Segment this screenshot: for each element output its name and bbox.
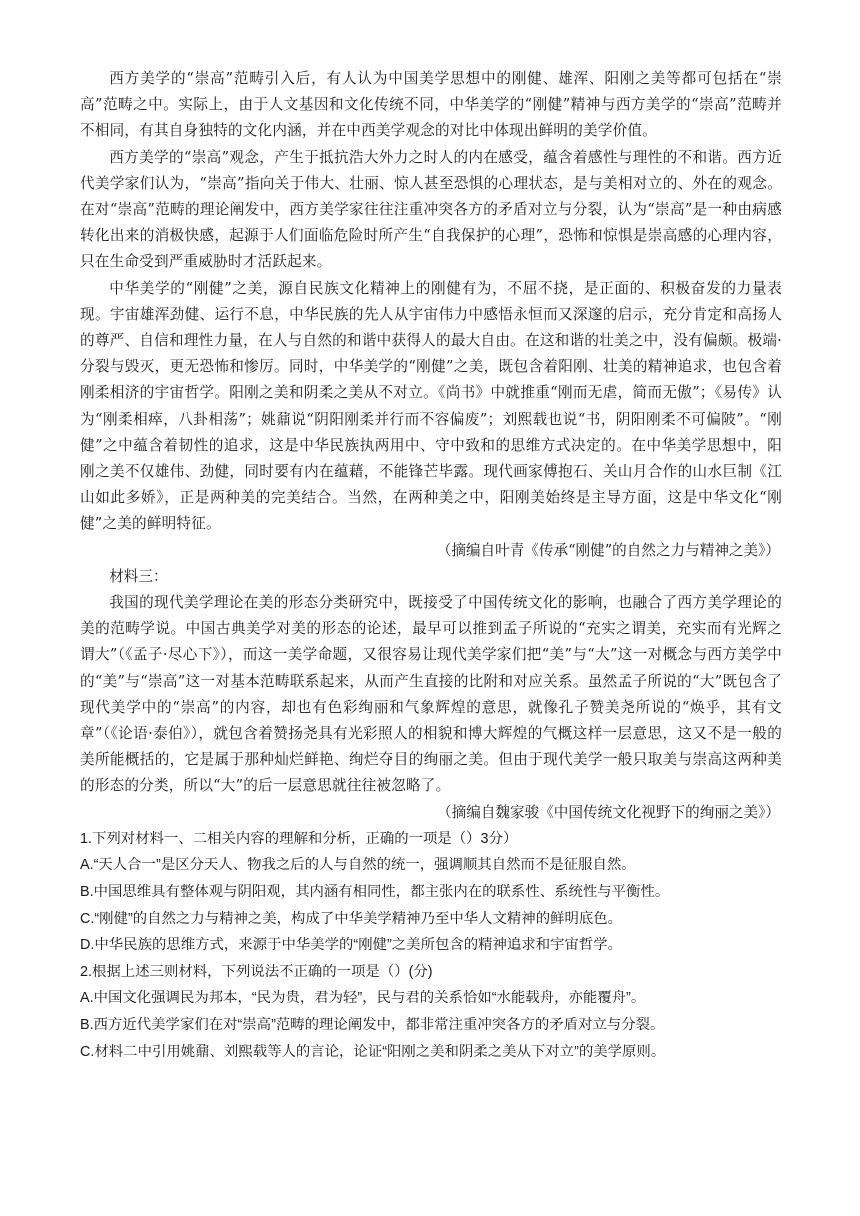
- question-2-option-a[interactable]: A.中国文化强调民为邦本，“民为贵，君为轻”，民与君的关系恰如“水能载舟，亦能覆舟”。: [80, 990, 646, 1007]
- material3-paragraph-1: 我国的现代美学理论在美的形态分类研究中，既接受了中国传统文化的影响，也融合了西方美学理论的美的范畴学说。中国古典美学对美的形态的论述，最早可以推到孟子所说的“充实之谓美，充实而有光辉之谓大”（《孟子·尽心下》），而这一美学命题，又很容易让现代美学家们把“美”与“大”这一对概念与西方美学中的“美”与“崇高”这一对基本范畴联系起来，从而产生直接的比附和对应关系。虽然孟子所说的“大”既包含了现代美学中的“崇高”的内容，却也有色彩绚丽和气象辉煌的意思，就像孔子赞美尧所说的“焕乎，其有文章”（《论语·泰伯》），就包含着赞扬尧具有光彩照人的相貌和博大辉煌的气概这样一层意思，这又不是一般的美所能概括的，它是属于那种灿烂鲜艳、绚烂夺目的绚丽之美。但由于现代美学一般只取美与崇高这两种美的形态的分类，所以“大”的后一层意思就往往被忽略了。: [80, 594, 782, 795]
- material3-source: （摘编自魏家骏《中国传统文化视野下的绚丽之美》）: [437, 803, 780, 821]
- material2-paragraph-1: 西方美学的“崇高”范畴引入后，有人认为中国美学思想中的刚健、雄浑、阳刚之美等都可包括在“崇高”范畴之中。实际上，由于人文基因和文化传统不同，中华美学的“刚健”精神与西方美学的“崇高”范畴并不相同，有其自身独特的文化内涵，并在中西美学观念的对比中体现出鲜明的美学价值。: [80, 70, 782, 140]
- material2-source: （摘编自叶青《传承“刚健”的自然之力与精神之美》）: [436, 541, 780, 559]
- material2-paragraph-2: 西方美学的“崇高”观念，产生于抵抗浩大外力之时人的内在感受，蕴含着感性与理性的不和谐。西方近代美学家们认为，“崇高”指向关于伟大、壮丽、惊人甚至恐惧的心理状态，是与美相对立的、外在的观念。在对“崇高”范畴的理论阐发中，西方美学家往往注重冲突各方的矛盾对立与分裂，认为“崇高”是一种由病感转化出来的消极快感，起源于人们面临危险时所产生“自我保护的心理”，恐怖和惊惧是崇高感的心理内容，只在生命受到严重威胁时才活跃起来。: [80, 148, 782, 271]
- material3-label: 材料三：: [109, 567, 168, 585]
- material2-paragraph-3: 中华美学的“刚健”之美，源自民族文化精神上的刚健有为，不屈不挠，是正面的、积极奋发的力量表现。宇宙雄浑劲健、运行不息，中华民族的先人从宇宙伟力中感悟永恒而又深邃的启示，充分肯定和高扬人的尊严、自信和理性力量，在人与自然的和谐中获得人的最大自由。在这和谐的壮美之中，没有偏颇。极端·分裂与毁灭，更无恐怖和惨厉。同时，中华美学的“刚健”之美，既包含着阳刚、壮美的精神追求，也包含着刚柔相济的宇宙哲学。阳刚之美和阴柔之美从不对立。《尚书》中就推重“刚而无虐，简而无傲”；《易传》认为“刚柔相瘁，八卦相荡”；姚鼐说“阴阳刚柔并行而不容偏废”；刘熙载也说“书，阴阳刚柔不可偏陂”。“刚健”之中蕴含着韧性的追求，这是中华民族执两用中、守中致和的思维方式决定的。在中华美学思想中，阳刚之美不仅雄伟、劲健，同时要有内在蕴藉，不能锋芒毕露。现代画家傅抱石、关山月合作的山水巨制《江山如此多娇》，正是两种美的完美结合。当然，在两种美之中，阳刚美始终是主导方面，这是中华文化“刚健”之美的鲜明特征。: [80, 279, 782, 533]
- question-2-option-b[interactable]: B.西方近代美学家们在对“崇高”范畴的理论阐发中，都非常注重冲突各方的矛盾对立与分裂。: [80, 1017, 665, 1034]
- question-2-option-c[interactable]: C.材料二中引用姚鼐、刘熙载等人的言论，论证“阳刚之美和阴柔之美从下对立”的美学原则。: [80, 1043, 666, 1060]
- question-1-option-a[interactable]: A.“天人合一”是区分天人、物我之后的人与自然的统一，强调顺其自然而不是征服自然。: [80, 857, 636, 874]
- question-1-option-b[interactable]: B.中国思维具有整体观与阴阳观，其内涵有相同性，都主张内在的联系性、系统性与平衡性。: [80, 884, 670, 901]
- question-1-option-c[interactable]: C.“刚健”的自然之力与精神之美，构成了中华美学精神乃至中华人文精神的鲜明底色。: [80, 910, 623, 927]
- question-2-stem: 2.根据上述三则材料，下列说法不正确的一项是（）(分): [80, 963, 433, 980]
- question-1-stem: 1.下列对材料一、二相关内容的理解和分析，正确的一项是（）3分）: [80, 830, 518, 847]
- question-1-option-d[interactable]: D.中华民族的思维方式，来源于中华美学的“刚健”之美所包含的精神追求和宇宙哲学。: [80, 937, 623, 954]
